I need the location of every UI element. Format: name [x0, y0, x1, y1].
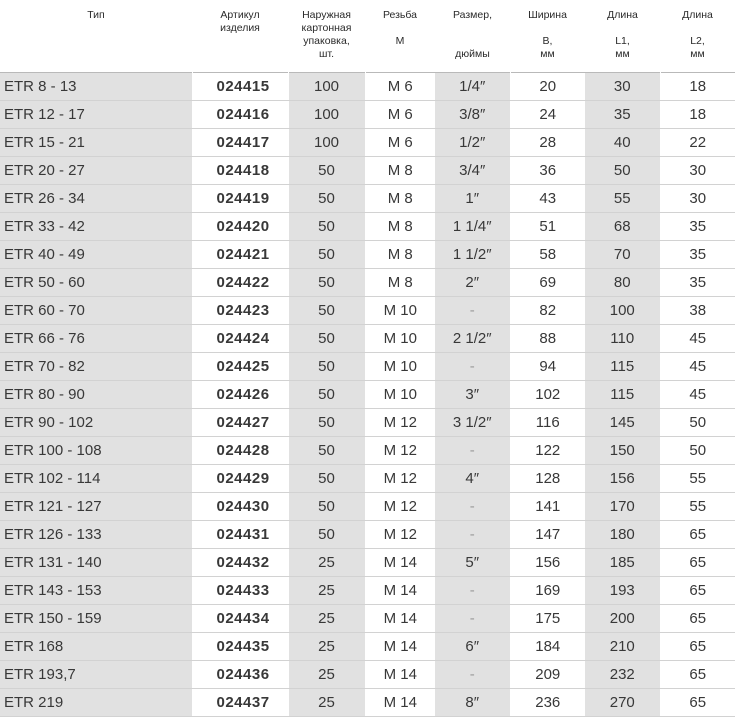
- type-cell: ETR 33 - 42: [0, 213, 192, 241]
- article-cell: 024426: [192, 381, 288, 409]
- length-l2-cell: 65: [660, 577, 735, 605]
- pack-qty-cell: 50: [288, 353, 365, 381]
- width-b-cell: 184: [510, 633, 585, 661]
- size-inch-cell: 2″: [435, 269, 510, 297]
- type-cell: ETR 150 - 159: [0, 605, 192, 633]
- table-header: [0, 0, 735, 72]
- header-size: [435, 0, 510, 72]
- width-b-cell: 128: [510, 465, 585, 493]
- pack-qty-cell: 50: [288, 521, 365, 549]
- length-l2-cell: 18: [660, 73, 735, 101]
- header-l1: [585, 0, 660, 72]
- length-l1-cell: 145: [585, 409, 660, 437]
- article-cell: 024435: [192, 633, 288, 661]
- article-cell: 024416: [192, 101, 288, 129]
- article-cell: 024420: [192, 213, 288, 241]
- article-cell: 024419: [192, 185, 288, 213]
- length-l1-cell: 156: [585, 465, 660, 493]
- width-b-cell: 156: [510, 549, 585, 577]
- table-row: [0, 325, 735, 353]
- size-inch-cell: -: [435, 661, 510, 689]
- type-cell: ETR 168: [0, 633, 192, 661]
- type-cell: ETR 20 - 27: [0, 157, 192, 185]
- thread-cell: M 8: [365, 241, 435, 269]
- type-cell: ETR 193,7: [0, 661, 192, 689]
- length-l1-cell: 170: [585, 493, 660, 521]
- thread-cell: M 14: [365, 577, 435, 605]
- size-inch-cell: 8″: [435, 689, 510, 717]
- article-cell: 024432: [192, 549, 288, 577]
- type-cell: ETR 126 - 133: [0, 521, 192, 549]
- length-l2-cell: 38: [660, 297, 735, 325]
- type-cell: ETR 8 - 13: [0, 73, 192, 101]
- article-cell: 024415: [192, 73, 288, 101]
- table-row: [0, 465, 735, 493]
- width-b-cell: 82: [510, 297, 585, 325]
- width-b-cell: 147: [510, 521, 585, 549]
- size-inch-cell: 1 1/4″: [435, 213, 510, 241]
- header-width-line-1: Ширина: [528, 9, 567, 21]
- length-l2-cell: 45: [660, 381, 735, 409]
- article-cell: 024436: [192, 661, 288, 689]
- pack-qty-cell: 100: [288, 73, 365, 101]
- size-inch-cell: -: [435, 493, 510, 521]
- width-b-cell: 69: [510, 269, 585, 297]
- header-article-line-2: изделия: [220, 22, 260, 34]
- size-inch-cell: 2 1/2″: [435, 325, 510, 353]
- width-b-cell: 36: [510, 157, 585, 185]
- header-pack-line-2: картонная: [301, 22, 352, 34]
- table-row: [0, 185, 735, 213]
- length-l2-cell: 65: [660, 521, 735, 549]
- width-b-cell: 141: [510, 493, 585, 521]
- type-cell: ETR 26 - 34: [0, 185, 192, 213]
- table-row: [0, 157, 735, 185]
- product-table: [0, 72, 735, 717]
- thread-cell: M 10: [365, 381, 435, 409]
- table-row: [0, 689, 735, 717]
- pack-qty-cell: 100: [288, 101, 365, 129]
- header-width-line-2: B,: [542, 35, 553, 47]
- length-l2-cell: 35: [660, 241, 735, 269]
- thread-cell: M 12: [365, 493, 435, 521]
- thread-cell: M 8: [365, 213, 435, 241]
- pack-qty-cell: 25: [288, 605, 365, 633]
- size-inch-cell: 1″: [435, 185, 510, 213]
- header-pack: [288, 0, 365, 72]
- thread-cell: M 12: [365, 465, 435, 493]
- length-l1-cell: 68: [585, 213, 660, 241]
- size-inch-cell: 3″: [435, 381, 510, 409]
- size-inch-cell: 5″: [435, 549, 510, 577]
- table-row: [0, 241, 735, 269]
- size-inch-cell: 1/2″: [435, 129, 510, 157]
- article-cell: 024431: [192, 521, 288, 549]
- length-l1-cell: 193: [585, 577, 660, 605]
- length-l2-cell: 30: [660, 157, 735, 185]
- length-l1-cell: 80: [585, 269, 660, 297]
- size-inch-cell: -: [435, 521, 510, 549]
- length-l2-cell: 65: [660, 661, 735, 689]
- table-row: [0, 213, 735, 241]
- length-l1-cell: 30: [585, 73, 660, 101]
- header-l2-line-3: мм: [690, 48, 705, 60]
- type-cell: ETR 40 - 49: [0, 241, 192, 269]
- pack-qty-cell: 25: [288, 633, 365, 661]
- pack-qty-cell: 50: [288, 185, 365, 213]
- table-body: [0, 73, 735, 717]
- length-l1-cell: 100: [585, 297, 660, 325]
- thread-cell: M 6: [365, 129, 435, 157]
- pack-qty-cell: 25: [288, 689, 365, 717]
- type-cell: ETR 100 - 108: [0, 437, 192, 465]
- thread-cell: M 14: [365, 549, 435, 577]
- length-l1-cell: 70: [585, 241, 660, 269]
- header-l1-line-3: мм: [615, 48, 630, 60]
- table-row: [0, 353, 735, 381]
- article-cell: 024421: [192, 241, 288, 269]
- header-l1-line-2: L1,: [615, 35, 630, 47]
- width-b-cell: 24: [510, 101, 585, 129]
- size-inch-cell: 1 1/2″: [435, 241, 510, 269]
- length-l1-cell: 50: [585, 157, 660, 185]
- thread-cell: M 6: [365, 101, 435, 129]
- pack-qty-cell: 50: [288, 493, 365, 521]
- pack-qty-cell: 50: [288, 437, 365, 465]
- header-l2-line-2: L2,: [690, 35, 705, 47]
- type-cell: ETR 15 - 21: [0, 129, 192, 157]
- length-l2-cell: 50: [660, 437, 735, 465]
- type-cell: ETR 121 - 127: [0, 493, 192, 521]
- thread-cell: M 10: [365, 353, 435, 381]
- article-cell: 024422: [192, 269, 288, 297]
- width-b-cell: 20: [510, 73, 585, 101]
- width-b-cell: 58: [510, 241, 585, 269]
- header-size-line-2: дюймы: [455, 48, 490, 60]
- thread-cell: M 10: [365, 325, 435, 353]
- header-thread-line-1: Резьба: [382, 9, 418, 21]
- size-inch-cell: -: [435, 577, 510, 605]
- thread-cell: M 8: [365, 185, 435, 213]
- type-cell: ETR 70 - 82: [0, 353, 192, 381]
- size-inch-cell: -: [435, 353, 510, 381]
- type-cell: ETR 80 - 90: [0, 381, 192, 409]
- length-l1-cell: 200: [585, 605, 660, 633]
- length-l2-cell: 50: [660, 409, 735, 437]
- pack-qty-cell: 50: [288, 465, 365, 493]
- article-cell: 024434: [192, 605, 288, 633]
- length-l1-cell: 115: [585, 381, 660, 409]
- width-b-cell: 43: [510, 185, 585, 213]
- header-article: [192, 0, 288, 72]
- length-l2-cell: 35: [660, 269, 735, 297]
- table-row: [0, 577, 735, 605]
- article-cell: 024425: [192, 353, 288, 381]
- length-l1-cell: 55: [585, 185, 660, 213]
- table-row: [0, 493, 735, 521]
- length-l1-cell: 150: [585, 437, 660, 465]
- pack-qty-cell: 50: [288, 325, 365, 353]
- table-row: [0, 129, 735, 157]
- length-l2-cell: 65: [660, 549, 735, 577]
- length-l2-cell: 55: [660, 465, 735, 493]
- header-type: [0, 0, 192, 72]
- thread-cell: M 12: [365, 521, 435, 549]
- header-pack-line-4: шт.: [319, 48, 334, 60]
- header-l1-line-1: Длина: [607, 9, 638, 21]
- length-l1-cell: 115: [585, 353, 660, 381]
- table-row: [0, 101, 735, 129]
- article-cell: 024424: [192, 325, 288, 353]
- thread-cell: M 14: [365, 633, 435, 661]
- article-cell: 024428: [192, 437, 288, 465]
- type-cell: ETR 219: [0, 689, 192, 717]
- thread-cell: M 14: [365, 605, 435, 633]
- width-b-cell: 175: [510, 605, 585, 633]
- header-type-line-1: Тип: [87, 9, 105, 21]
- size-inch-cell: -: [435, 605, 510, 633]
- length-l2-cell: 45: [660, 353, 735, 381]
- header-pack-line-3: упаковка,: [303, 35, 350, 47]
- type-cell: ETR 143 - 153: [0, 577, 192, 605]
- table-row: [0, 269, 735, 297]
- article-cell: 024429: [192, 465, 288, 493]
- table-row: [0, 661, 735, 689]
- article-cell: 024418: [192, 157, 288, 185]
- pack-qty-cell: 50: [288, 297, 365, 325]
- pack-qty-cell: 25: [288, 549, 365, 577]
- width-b-cell: 88: [510, 325, 585, 353]
- length-l1-cell: 210: [585, 633, 660, 661]
- article-cell: 024423: [192, 297, 288, 325]
- header-thread-line-2: М: [395, 35, 405, 47]
- article-cell: 024417: [192, 129, 288, 157]
- length-l2-cell: 45: [660, 325, 735, 353]
- thread-cell: M 14: [365, 689, 435, 717]
- width-b-cell: 51: [510, 213, 585, 241]
- width-b-cell: 116: [510, 409, 585, 437]
- pack-qty-cell: 100: [288, 129, 365, 157]
- table-row: [0, 521, 735, 549]
- length-l2-cell: 35: [660, 213, 735, 241]
- thread-cell: M 8: [365, 157, 435, 185]
- width-b-cell: 169: [510, 577, 585, 605]
- type-cell: ETR 131 - 140: [0, 549, 192, 577]
- width-b-cell: 209: [510, 661, 585, 689]
- size-inch-cell: 1/4″: [435, 73, 510, 101]
- header-size-line-1: Размер,: [452, 9, 492, 21]
- size-inch-cell: -: [435, 437, 510, 465]
- width-b-cell: 122: [510, 437, 585, 465]
- header-width: [510, 0, 585, 72]
- article-cell: 024437: [192, 689, 288, 717]
- type-cell: ETR 50 - 60: [0, 269, 192, 297]
- pack-qty-cell: 50: [288, 241, 365, 269]
- type-cell: ETR 90 - 102: [0, 409, 192, 437]
- type-cell: ETR 102 - 114: [0, 465, 192, 493]
- thread-cell: M 14: [365, 661, 435, 689]
- pack-qty-cell: 50: [288, 213, 365, 241]
- article-cell: 024427: [192, 409, 288, 437]
- table-row: [0, 73, 735, 101]
- length-l1-cell: 180: [585, 521, 660, 549]
- type-cell: ETR 12 - 17: [0, 101, 192, 129]
- header-pack-line-1: Наружная: [302, 9, 351, 21]
- length-l1-cell: 270: [585, 689, 660, 717]
- length-l1-cell: 232: [585, 661, 660, 689]
- length-l2-cell: 65: [660, 689, 735, 717]
- header-l2-line-1: Длина: [682, 9, 713, 21]
- article-cell: 024430: [192, 493, 288, 521]
- length-l1-cell: 185: [585, 549, 660, 577]
- length-l2-cell: 55: [660, 493, 735, 521]
- length-l2-cell: 65: [660, 633, 735, 661]
- pack-qty-cell: 50: [288, 381, 365, 409]
- table-row: [0, 409, 735, 437]
- thread-cell: M 12: [365, 437, 435, 465]
- size-inch-cell: 3 1/2″: [435, 409, 510, 437]
- header-article-line-1: Артикул: [220, 9, 260, 21]
- size-inch-cell: 3/8″: [435, 101, 510, 129]
- header-l2: [660, 0, 735, 72]
- header-width-line-3: мм: [540, 48, 555, 60]
- length-l2-cell: 30: [660, 185, 735, 213]
- table-row: [0, 381, 735, 409]
- width-b-cell: 102: [510, 381, 585, 409]
- type-cell: ETR 60 - 70: [0, 297, 192, 325]
- size-inch-cell: 3/4″: [435, 157, 510, 185]
- pack-qty-cell: 50: [288, 269, 365, 297]
- table-row: [0, 633, 735, 661]
- size-inch-cell: -: [435, 297, 510, 325]
- thread-cell: M 12: [365, 409, 435, 437]
- length-l1-cell: 110: [585, 325, 660, 353]
- pack-qty-cell: 25: [288, 577, 365, 605]
- pack-qty-cell: 50: [288, 409, 365, 437]
- size-inch-cell: 4″: [435, 465, 510, 493]
- width-b-cell: 28: [510, 129, 585, 157]
- length-l2-cell: 18: [660, 101, 735, 129]
- table-row: [0, 297, 735, 325]
- length-l2-cell: 22: [660, 129, 735, 157]
- type-cell: ETR 66 - 76: [0, 325, 192, 353]
- table-row: [0, 437, 735, 465]
- pack-qty-cell: 25: [288, 661, 365, 689]
- size-inch-cell: 6″: [435, 633, 510, 661]
- header-thread: [365, 0, 435, 72]
- table-row: [0, 549, 735, 577]
- pack-qty-cell: 50: [288, 157, 365, 185]
- table-row: [0, 605, 735, 633]
- length-l1-cell: 40: [585, 129, 660, 157]
- article-cell: 024433: [192, 577, 288, 605]
- width-b-cell: 236: [510, 689, 585, 717]
- thread-cell: M 6: [365, 73, 435, 101]
- width-b-cell: 94: [510, 353, 585, 381]
- thread-cell: M 8: [365, 269, 435, 297]
- length-l2-cell: 65: [660, 605, 735, 633]
- thread-cell: M 10: [365, 297, 435, 325]
- length-l1-cell: 35: [585, 101, 660, 129]
